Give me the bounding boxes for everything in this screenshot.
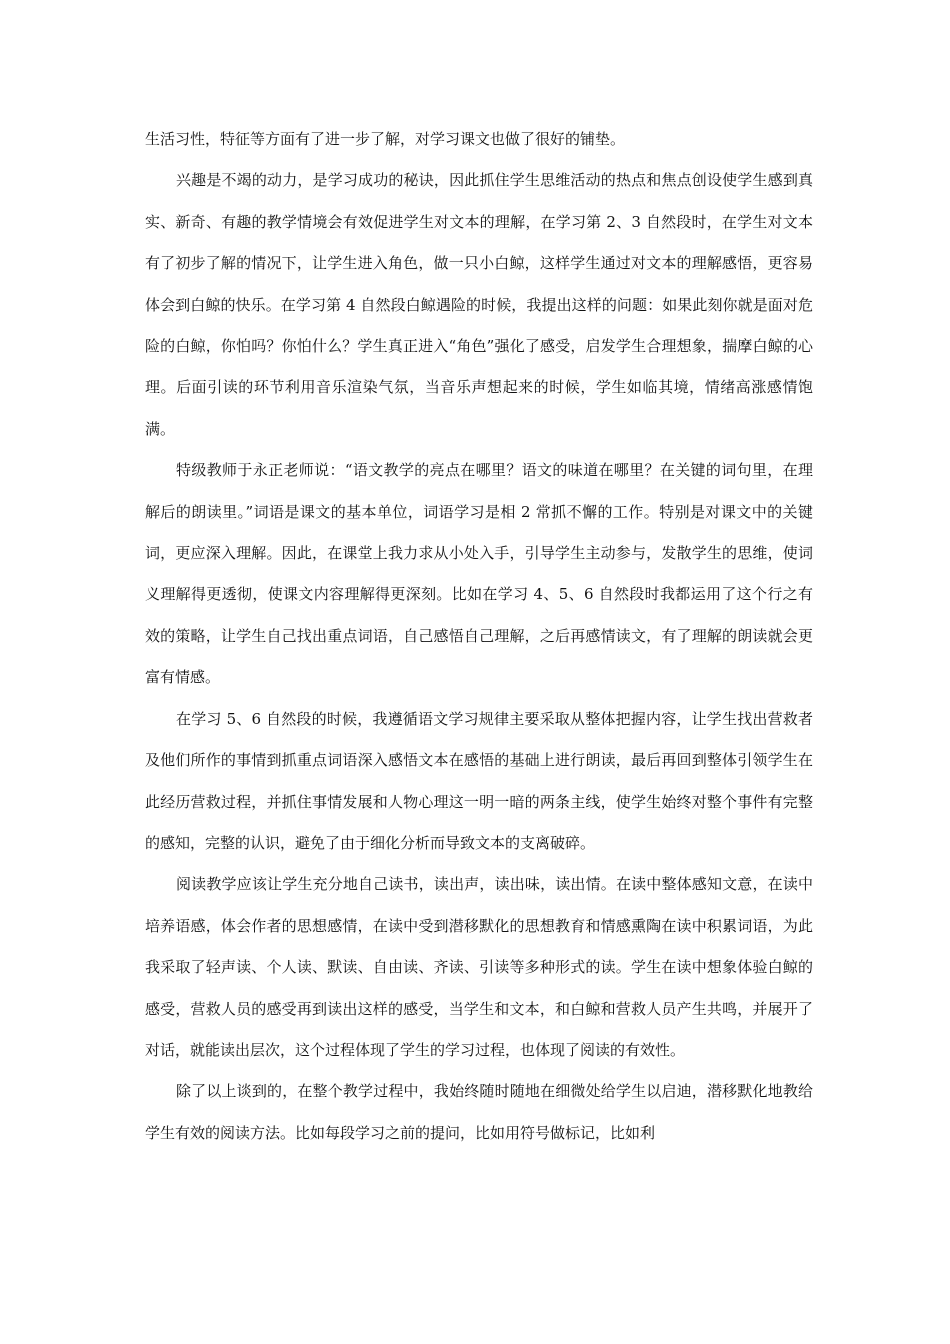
paragraph-1: 生活习性，特征等方面有了进一步了解，对学习课文也做了很好的铺垫。	[145, 130, 626, 148]
paragraph-2: 兴趣是不竭的动力，是学习成功的秘诀，因此抓住学生思维活动的热点和焦点创设使学生感到真实、新奇、有趣的教学情境会有效促进学生对文本的理解，在学习第 2、3 自然段时，在学生对文本有了初步了解的情况下，让学生进入角色，做一只小白鲸，这样学生通过对文本的理解感悟，更容易体会到白鲸的快乐。在学习第 4 自然段白鲸遇险的时候，我提出这样的问题：如果此刻你就是面对危险的白鲸，你怕吗？你怕什么？学生真正进入“角色”强化了感受，启发学生合理想象，揣摩白鲸的心理。后面引读的环节利用音乐渲染气氛，当音乐声想起来的时候，学生如临其境，情绪高涨感情饱满。	[145, 171, 813, 438]
document-body	[145, 119, 813, 1154]
paragraph-6: 除了以上谈到的，在整个教学过程中，我始终随时随地在细微处给学生以启迪，潜移默化地教给学生有效的阅读方法。比如每段学习之前的提问，比如用符号做标记，比如利	[145, 1082, 813, 1142]
paragraph-5: 阅读教学应该让学生充分地自己读书，读出声，读出味，读出情。在读中整体感知文意，在读中培养语感，体会作者的思想感情，在读中受到潜移默化的思想教育和情感熏陶在读中积累词语，为此我采取了轻声读、个人读、默读、自由读、齐读、引读等多种形式的读。学生在读中想象体验白鲸的感受，营救人员的感受再到读出这样的感受，当学生和文本，和白鲸和营救人员产生共鸣，并展开了对话，就能读出层次，这个过程体现了学生的学习过程，也体现了阅读的有效性。	[145, 875, 813, 1059]
paragraph-4: 在学习 5、6 自然段的时候，我遵循语文学习规律主要采取从整体把握内容，让学生找出营救者及他们所作的事情到抓重点词语深入感悟文本在感悟的基础上进行朗读，最后再回到整体引领学生在此经历营救过程，并抓住事情发展和人物心理这一明一暗的两条主线，使学生始终对整个事件有完整的感知，完整的认识，避免了由于细化分析而导致文本的支离破碎。	[145, 709, 813, 852]
paragraph-3: 特级教师于永正老师说：“语文教学的亮点在哪里？语文的味道在哪里？在关键的词句里，在理解后的朗读里。”词语是课文的基本单位，词语学习是相 2 常抓不懈的工作。特别是对课文中的关键词，更应深入理解。因此，在课堂上我力求从小处入手，引导学生主动参与，发散学生的思维，使词义理解得更透彻，使课文内容理解得更深刻。比如在学习 4、5、6 自然段时我都运用了这个行之有效的策略，让学生自己找出重点词语，自己感悟自己理解，之后再感情读文，有了理解的朗读就会更富有情感。	[145, 461, 813, 687]
